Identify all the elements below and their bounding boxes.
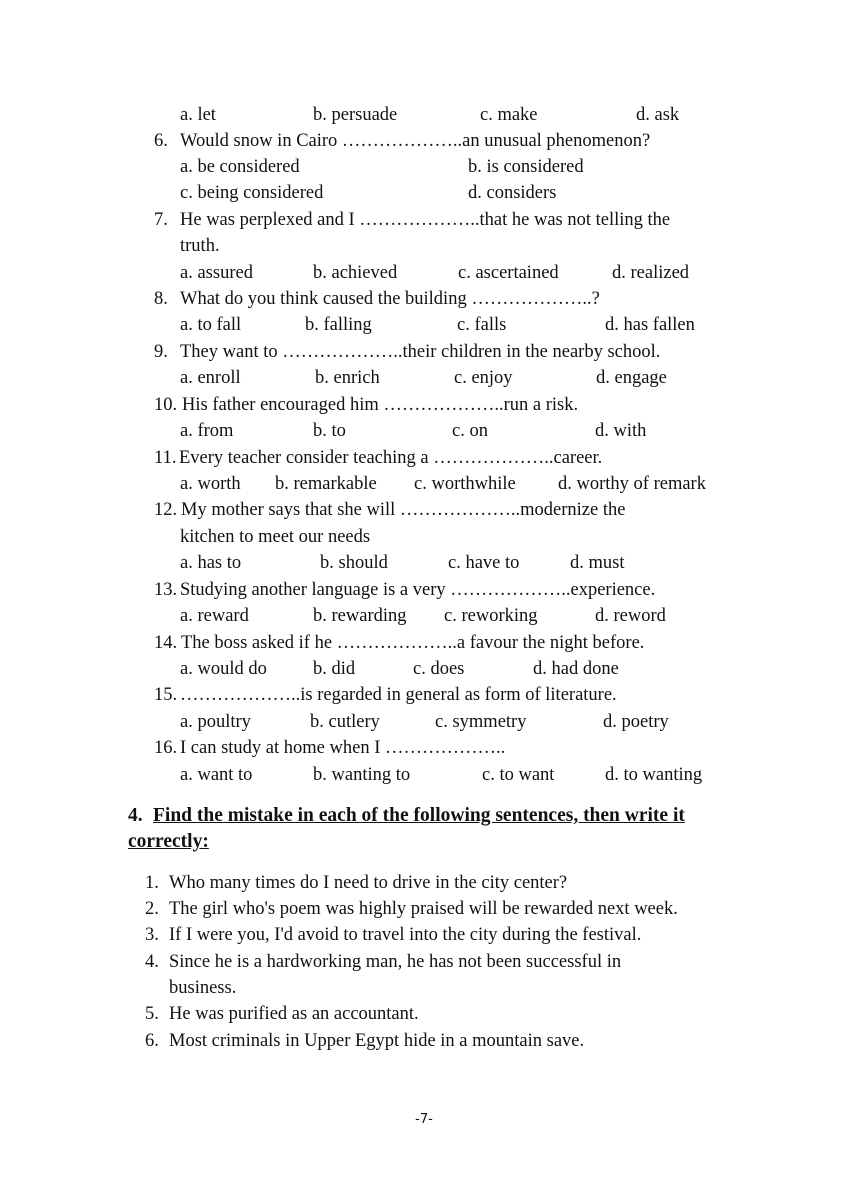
mistake-item-5: [0, 1001, 848, 1027]
option: d. has fallen: [605, 315, 695, 335]
option: c. have to: [448, 553, 520, 573]
question-text: His father encouraged him ………………..run a risk.: [182, 395, 579, 415]
option: a. from: [180, 421, 234, 441]
option: d. considers: [468, 183, 557, 203]
option: b. should: [320, 553, 388, 573]
option: a. assured: [180, 263, 253, 283]
option: a. be considered: [180, 157, 300, 177]
question-6-options-row2: [0, 180, 848, 206]
question-number: 7.: [154, 210, 168, 230]
option: a. has to: [180, 553, 242, 573]
mistake-item-1: [0, 870, 848, 896]
question-number: 9.: [154, 342, 168, 362]
option: c. make: [480, 105, 538, 125]
option: d. engage: [596, 368, 667, 388]
section-4-heading: [0, 803, 848, 829]
question-number: 16.: [154, 738, 178, 758]
option: d. ask: [636, 105, 680, 125]
question-8-options: [0, 312, 848, 338]
question-text: Studying another language is a very ………………..experience.: [180, 580, 656, 600]
option: c. falls: [457, 315, 507, 335]
option: d. must: [570, 553, 625, 573]
question-16: [0, 735, 848, 761]
question-9: [0, 339, 848, 365]
question-13: [0, 577, 848, 603]
question-number: 11.: [154, 448, 177, 468]
option: a. poultry: [180, 712, 251, 732]
option: a. reward: [180, 606, 249, 626]
item-number: 2.: [145, 899, 159, 919]
question-text: Would snow in Cairo ………………..an unusual phenomenon?: [180, 131, 651, 151]
question-7-options: [0, 260, 848, 286]
mistake-item-2: [0, 896, 848, 922]
question-number: 8.: [154, 289, 168, 309]
question-number: 10.: [154, 395, 178, 415]
question-text: What do you think caused the building ………………..?: [180, 289, 600, 309]
question-number: 13.: [154, 580, 178, 600]
question-16-options: [0, 762, 848, 788]
question-15-options: [0, 709, 848, 735]
option: b. falling: [305, 315, 372, 335]
question-text: The boss asked if he ………………..a favour the night before.: [181, 633, 645, 653]
option: b. cutlery: [310, 712, 380, 732]
question-15: [0, 682, 848, 708]
question-14: [0, 630, 848, 656]
option: c. enjoy: [454, 368, 513, 388]
section-title-line2: correctly:: [128, 831, 209, 852]
question-7-cont: [0, 233, 848, 259]
question-number: 15.: [154, 685, 178, 705]
option: b. persuade: [313, 105, 398, 125]
option: c. ascertained: [458, 263, 559, 283]
option: c. to want: [482, 765, 555, 785]
option: b. achieved: [313, 263, 398, 283]
question-11-options: [0, 471, 848, 497]
question-6: [0, 128, 848, 154]
option: b. enrich: [315, 368, 380, 388]
option: c. on: [452, 421, 488, 441]
section-4-heading-cont: [0, 829, 848, 855]
mistake-item-4-cont: [0, 975, 848, 1001]
option: d. had done: [533, 659, 619, 679]
question-14-options: [0, 656, 848, 682]
question-text: He was perplexed and I ………………..that he was not telling the: [180, 210, 671, 230]
item-number: 6.: [145, 1031, 159, 1051]
option: a. worth: [180, 474, 241, 494]
item-number: 5.: [145, 1004, 159, 1024]
mistake-item-4: [0, 949, 848, 975]
item-text: The girl who's poem was highly praised will be rewarded next week.: [169, 899, 678, 919]
option: c. does: [413, 659, 465, 679]
page-number: -7-: [415, 1112, 433, 1127]
question-10-options: [0, 418, 848, 444]
question-text: truth.: [180, 236, 220, 256]
question-12-options: [0, 550, 848, 576]
option: b. wanting to: [313, 765, 411, 785]
question-6-options-row1: [0, 154, 848, 180]
option: b. rewarding: [313, 606, 407, 626]
question-13-options: [0, 603, 848, 629]
option: d. poetry: [603, 712, 669, 732]
mistake-item-3: [0, 922, 848, 948]
question-text: kitchen to meet our needs: [180, 527, 371, 547]
option: b. is considered: [468, 157, 584, 177]
question-12: [0, 497, 848, 523]
option: d. to wanting: [605, 765, 703, 785]
option: c. worthwhile: [414, 474, 516, 494]
item-text: Most criminals in Upper Egypt hide in a mountain save.: [169, 1031, 585, 1051]
item-text: Who many times do I need to drive in the city center?: [169, 873, 568, 893]
option: a. want to: [180, 765, 253, 785]
item-text: business.: [169, 978, 237, 998]
question-10: [0, 392, 848, 418]
question-text: Every teacher consider teaching a ………………..career.: [179, 448, 603, 468]
option: d. with: [595, 421, 647, 441]
option: d. worthy of remark: [558, 474, 706, 494]
section-title-line1: Find the mistake in each of the following sentences, then write it: [153, 805, 685, 826]
option: b. to: [313, 421, 346, 441]
option: b. did: [313, 659, 356, 679]
option: a. to fall: [180, 315, 242, 335]
question-text: They want to ………………..their children in the nearby school.: [180, 342, 661, 362]
option: d. reword: [595, 606, 666, 626]
question-8: [0, 286, 848, 312]
item-text: If I were you, I'd avoid to travel into the city during the festival.: [169, 925, 642, 945]
option: a. would do: [180, 659, 267, 679]
question-text: I can study at home when I ………………..: [180, 738, 506, 758]
item-number: 3.: [145, 925, 159, 945]
item-number: 1.: [145, 873, 159, 893]
mistake-item-6: [0, 1028, 848, 1054]
section-number: 4.: [128, 805, 143, 826]
item-number: 4.: [145, 952, 159, 972]
question-number: 12.: [154, 500, 178, 520]
option: b. remarkable: [275, 474, 377, 494]
option: d. realized: [612, 263, 690, 283]
question-11: [0, 445, 848, 471]
question-9-options: [0, 365, 848, 391]
option: c. symmetry: [435, 712, 527, 732]
q5-options: [0, 102, 848, 128]
question-7: [0, 207, 848, 233]
question-text: My mother says that she will ………………..modernize the: [181, 500, 626, 520]
question-number: 6.: [154, 131, 168, 151]
item-text: Since he is a hardworking man, he has not been successful in: [169, 952, 622, 972]
option: c. being considered: [180, 183, 324, 203]
question-number: 14.: [154, 633, 178, 653]
item-text: He was purified as an accountant.: [169, 1004, 419, 1024]
option: a. let: [180, 105, 216, 125]
option: a. enroll: [180, 368, 241, 388]
option: c. reworking: [444, 606, 538, 626]
question-text: ………………..is regarded in general as form of literature.: [180, 685, 617, 705]
question-12-cont: [0, 524, 848, 550]
